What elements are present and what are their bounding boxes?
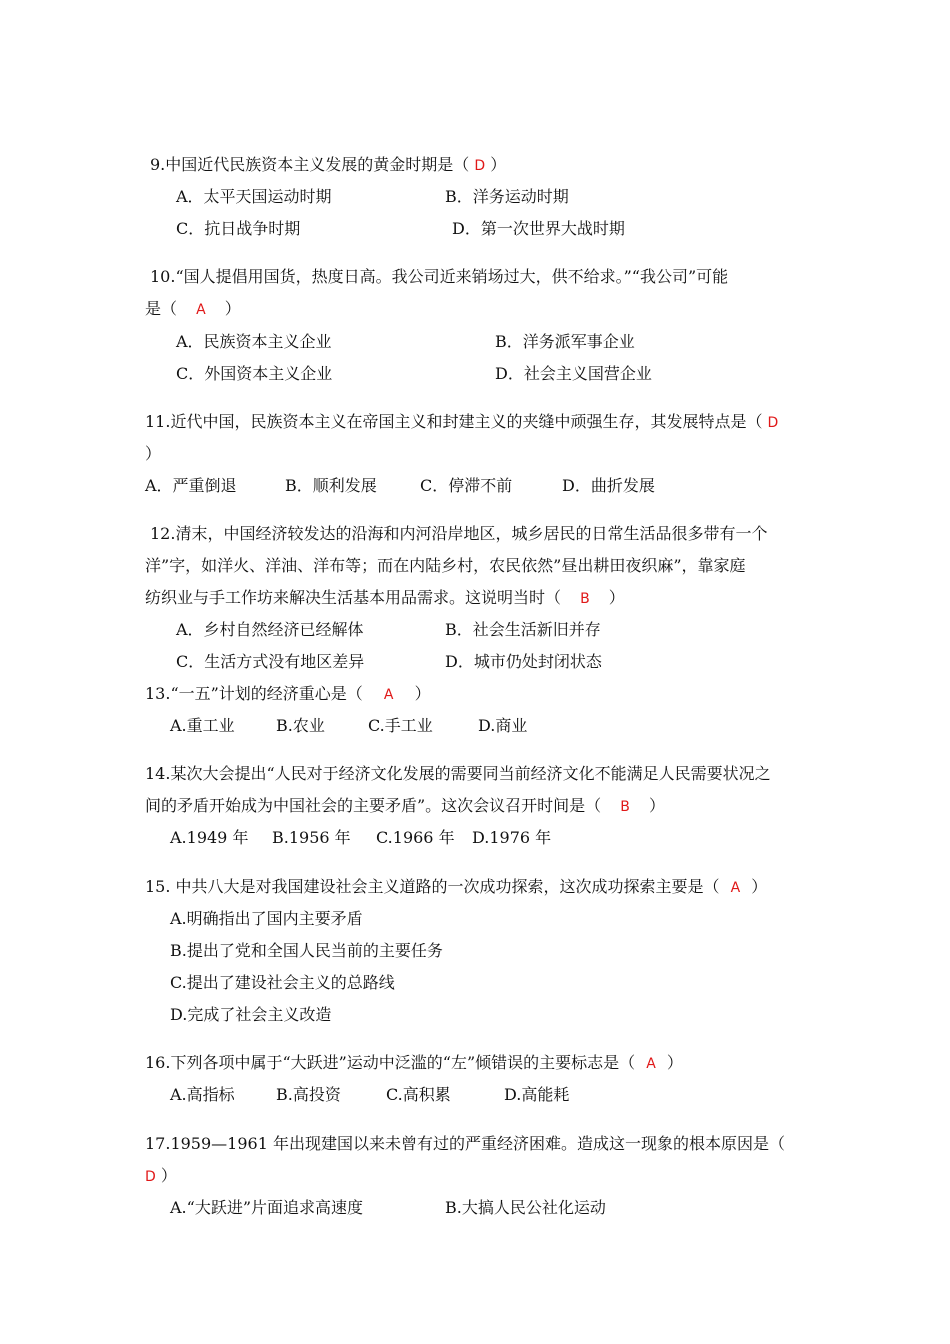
option-a: A．太平天国运动时期 xyxy=(176,187,332,206)
answer-mark: D xyxy=(767,415,779,431)
question-12-stem: 12.清末，中国经济较发达的沿海和内河沿岸地区，城乡居民的日常生活品很多带有一个 xyxy=(150,524,768,543)
question-10-stem-cont: 是（ A ） xyxy=(145,299,241,318)
question-10-stem: 10.“国人提倡用国货，热度日高。我公司近来销场过大，供不给求。”“我公司”可能 xyxy=(150,267,729,286)
option-a: A．乡村自然经济已经解体 xyxy=(176,620,364,639)
option-c: C.1966 年 xyxy=(376,828,455,847)
option-b: B．顺利发展 xyxy=(285,476,377,495)
question-16-stem: 16.下列各项中属于“大跃进”运动中泛滥的“左”倾错误的主要标志是（ A ） xyxy=(145,1053,683,1072)
question-17-stem-cont: D ） xyxy=(145,1166,177,1185)
question-11-stem-cont: ） xyxy=(145,444,162,463)
option-d: D.完成了社会主义改造 xyxy=(170,1005,332,1024)
option-d: D.1976 年 xyxy=(472,828,552,847)
option-c: C.高积累 xyxy=(386,1085,451,1104)
option-a: A.重工业 xyxy=(170,716,235,735)
option-d: D．曲折发展 xyxy=(562,476,655,495)
option-a: A.明确指出了国内主要矛盾 xyxy=(170,909,363,928)
answer-mark: D xyxy=(474,158,486,174)
option-b: B.农业 xyxy=(276,716,325,735)
option-a: A．民族资本主义企业 xyxy=(176,332,332,351)
option-d: D.商业 xyxy=(478,716,528,735)
question-11-stem: 11.近代中国，民族资本主义在帝国主义和封建主义的夹缝中顽强生存，其发展特点是（ D xyxy=(145,412,779,431)
answer-mark: B xyxy=(580,591,590,607)
option-d: D．城市仍处封闭状态 xyxy=(445,652,602,671)
option-a: A．严重倒退 xyxy=(145,476,237,495)
option-d: D.高能耗 xyxy=(504,1085,570,1104)
option-c: C．生活方式没有地区差异 xyxy=(176,652,365,671)
option-b: B.大搞人民公社化运动 xyxy=(445,1198,606,1217)
answer-mark: A xyxy=(730,880,741,896)
option-c: C．停滞不前 xyxy=(420,476,513,495)
answer-mark: D xyxy=(145,1169,156,1185)
answer-mark: A xyxy=(383,687,394,703)
option-c: C．外国资本主义企业 xyxy=(176,364,333,383)
option-d: D．社会主义国营企业 xyxy=(495,364,652,383)
question-12-stem-cont: 洋”字，如洋火、洋油、洋布等；而在内陆乡村，农民依然”昼出耕田夜织麻”，靠家庭 xyxy=(145,556,746,575)
question-14-stem-cont: 间的矛盾开始成为中国社会的主要矛盾”。这次会议召开时间是（ B ） xyxy=(145,796,665,815)
option-b: B．洋务派军事企业 xyxy=(495,332,635,351)
question-13-stem: 13.“一五”计划的经济重心是（ A ） xyxy=(145,684,431,703)
option-b: B．社会生活新旧并存 xyxy=(445,620,601,639)
option-c: C.提出了建设社会主义的总路线 xyxy=(170,973,395,992)
question-12-stem-cont: 纺织业与手工作坊来解决生活基本用品需求。这说明当时（ B ） xyxy=(145,588,625,607)
question-14-stem: 14.某次大会提出“人民对于经济文化发展的需要同当前经济文化不能满足人民需要状况之 xyxy=(145,764,771,783)
option-b: B.高投资 xyxy=(276,1085,341,1104)
answer-mark: A xyxy=(646,1056,656,1072)
question-15-stem: 15. 中共八大是对我国建设社会主义道路的一次成功探索，这次成功探索主要是（ A ） xyxy=(145,877,768,896)
option-a: A.高指标 xyxy=(170,1085,235,1104)
option-c: C．抗日战争时期 xyxy=(176,219,301,238)
answer-mark: B xyxy=(620,799,630,815)
option-c: C.手工业 xyxy=(368,716,433,735)
option-b: B．洋务运动时期 xyxy=(445,187,569,206)
option-b: B.提出了党和全国人民当前的主要任务 xyxy=(170,941,443,960)
answer-mark: A xyxy=(196,302,206,318)
option-d: D．第一次世界大战时期 xyxy=(452,219,625,238)
question-9-stem: 9.中国近代民族资本主义发展的黄金时期是（ D ） xyxy=(150,155,507,174)
question-17-stem: 17.1959—1961 年出现建国以来未曾有过的严重经济困难。造成这一现象的根本原因是（ xyxy=(145,1134,785,1153)
option-a: A.1949 年 xyxy=(170,828,249,847)
option-a: A.“大跃进”片面追求高速度 xyxy=(170,1198,364,1217)
option-b: B.1956 年 xyxy=(272,828,351,847)
